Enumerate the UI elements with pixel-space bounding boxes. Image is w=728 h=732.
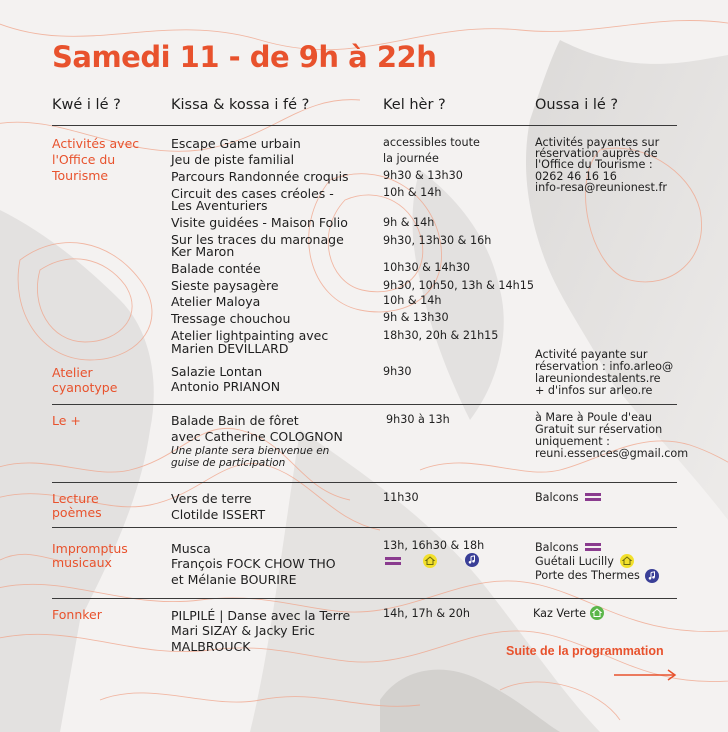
location-cyanotype-line-3: lareuniondestalents.re (535, 372, 661, 385)
location-kaz-verte: Kaz Verte (533, 607, 586, 620)
activity-circuit-line-1: Circuit des cases créoles - (171, 186, 334, 201)
note-plus-line-2: guise de participation (171, 457, 286, 469)
header-what: Kwé i lé ? (52, 97, 121, 113)
time-impromptus: 13h, 16h30 & 18h (383, 539, 485, 552)
location-plus-line-3: uniquement : (535, 435, 610, 448)
location-guetali: Guétali Lucilly (535, 555, 614, 568)
time-maison-folio: 9h & 14h (383, 216, 435, 229)
header-where: Oussa i lé ? (535, 97, 619, 113)
activity-balade-contee: Balade contée (171, 261, 261, 276)
time-plus: 9h30 à 13h (386, 413, 450, 426)
time-lecture: 11h30 (383, 491, 419, 504)
location-plus-line-1: à Mare à Poule d'eau (535, 411, 652, 424)
category-office-line-2: l'Office du (52, 152, 116, 167)
activity-escape-game: Escape Game urbain (171, 136, 301, 151)
activity-musca: Musca (171, 541, 211, 556)
time-balade-contee: 10h30 & 14h30 (383, 261, 470, 274)
activity-bain-foret: Balade Bain de fôret (171, 413, 299, 428)
balcons-venue-icon (585, 493, 601, 503)
porte-thermes-time-icon (465, 553, 479, 567)
balcons-time-icon (385, 557, 401, 567)
activity-maronage-line-1: Sur les traces du maronage (171, 232, 344, 247)
location-office-email[interactable]: info-resa@reunionest.fr (535, 181, 667, 194)
guetali-location-icon (620, 554, 634, 568)
activity-sizay: Mari SIZAY & Jacky Eric (171, 623, 315, 638)
location-office-line-1: Activités payantes sur (535, 136, 660, 149)
activity-randonnee: Parcours Randonnée croquis (171, 169, 349, 184)
category-lecture-line-2: poèmes (52, 505, 102, 520)
time-cyanotype: 9h30 (383, 365, 412, 378)
category-office-line-1: Activités avec (52, 136, 140, 151)
divider-after-lecture (52, 527, 677, 528)
activity-prianon: Antonio PRIANON (171, 379, 281, 394)
location-office-line-3: l'Office du Tourisme : (535, 158, 653, 171)
location-porte-thermes: Porte des Thermes (535, 569, 640, 582)
activity-malbrouck: MALBROUCK (171, 639, 251, 654)
time-circuit: 10h & 14h (383, 186, 442, 199)
category-impromptus-line-1: Impromptus (52, 541, 128, 556)
activity-jeu-de-piste: Jeu de piste familial (171, 152, 295, 167)
time-fonnker: 14h, 17h & 20h (383, 607, 470, 620)
activity-lightpainting-line-2: Marien DEVILLARD (171, 341, 289, 356)
time-office-line-1: accessibles toute (383, 136, 480, 149)
activity-sieste: Sieste paysagère (171, 278, 279, 293)
activity-issert: Clotilde ISSERT (171, 507, 266, 522)
location-office-phone[interactable]: 0262 46 16 16 (535, 170, 617, 183)
activity-maronage-line-2: Ker Maron (171, 244, 235, 259)
arrow-right-icon[interactable] (614, 668, 678, 682)
activity-maloya: Atelier Maloya (171, 294, 261, 309)
kaz-verte-location-icon (590, 606, 604, 620)
activity-colognon: avec Catherine COLOGNON (171, 429, 343, 444)
location-lecture: Balcons (535, 491, 579, 504)
divider-after-impromptus (52, 598, 677, 599)
header-when: Kel hèr ? (383, 97, 446, 113)
category-impromptus-line-2: musicaux (52, 555, 112, 570)
time-lightpainting: 18h30, 20h & 21h15 (383, 329, 499, 342)
header-who: Kissa & kossa i fé ? (171, 97, 310, 113)
time-maloya: 10h & 14h (383, 294, 442, 307)
more-program-link[interactable]: Suite de la programmation (506, 644, 664, 658)
activity-vers-de-terre: Vers de terre (171, 491, 252, 506)
divider-after-cyanotype (52, 404, 677, 405)
time-randonnee: 9h30 & 13h30 (383, 169, 463, 182)
activity-circuit-line-2: Les Aventuriers (171, 198, 268, 213)
location-cyanotype-link[interactable]: + d'infos sur arleo.re (535, 384, 653, 397)
location-plus-email[interactable]: reuni.essences@gmail.com (535, 447, 689, 460)
location-plus-line-2: Gratuit sur réservation (535, 423, 663, 436)
page-title: Samedi 11 - de 9h à 22h (52, 40, 437, 74)
header-divider (52, 125, 677, 126)
category-plus: Le + (52, 413, 81, 428)
activity-pilpile: PILPILÉ | Danse avec la Terre (171, 608, 351, 623)
activity-bourire: et Mélanie BOURIRE (171, 572, 297, 587)
divider-after-plus (52, 482, 677, 483)
activity-lightpainting-line-1: Atelier lightpainting avec (171, 328, 329, 343)
activity-salazie: Salazie Lontan (171, 364, 263, 379)
location-cyanotype-line-2: réservation : info.arleo@ (535, 360, 674, 373)
activity-maison-folio: Visite guidées - Maison Folio (171, 215, 348, 230)
time-office-line-2: la journée (383, 152, 439, 165)
balcons-location-icon (585, 543, 601, 553)
note-plus-line-1: Une plante sera bienvenue en (171, 445, 330, 457)
location-balcons: Balcons (535, 541, 579, 554)
category-cyanotype-line-2: cyanotype (52, 380, 118, 395)
time-maronage: 9h30, 13h30 & 16h (383, 234, 492, 247)
time-sieste: 9h30, 10h50, 13h & 14h15 (383, 279, 534, 292)
category-cyanotype-line-1: Atelier (52, 365, 93, 380)
category-office-line-3: Tourisme (52, 168, 109, 183)
activity-tressage: Tressage chouchou (171, 311, 291, 326)
category-fonnker: Fonnker (52, 607, 102, 622)
location-cyanotype-line-1: Activité payante sur (535, 348, 648, 361)
porte-thermes-location-icon (645, 569, 659, 583)
activity-fock-chow-tho: François FOCK CHOW THO (171, 556, 336, 571)
location-office-line-2: réservation auprès de (535, 147, 658, 160)
time-tressage: 9h & 13h30 (383, 311, 449, 324)
guetali-time-icon (423, 554, 437, 568)
category-lecture-line-1: Lecture (52, 491, 99, 506)
